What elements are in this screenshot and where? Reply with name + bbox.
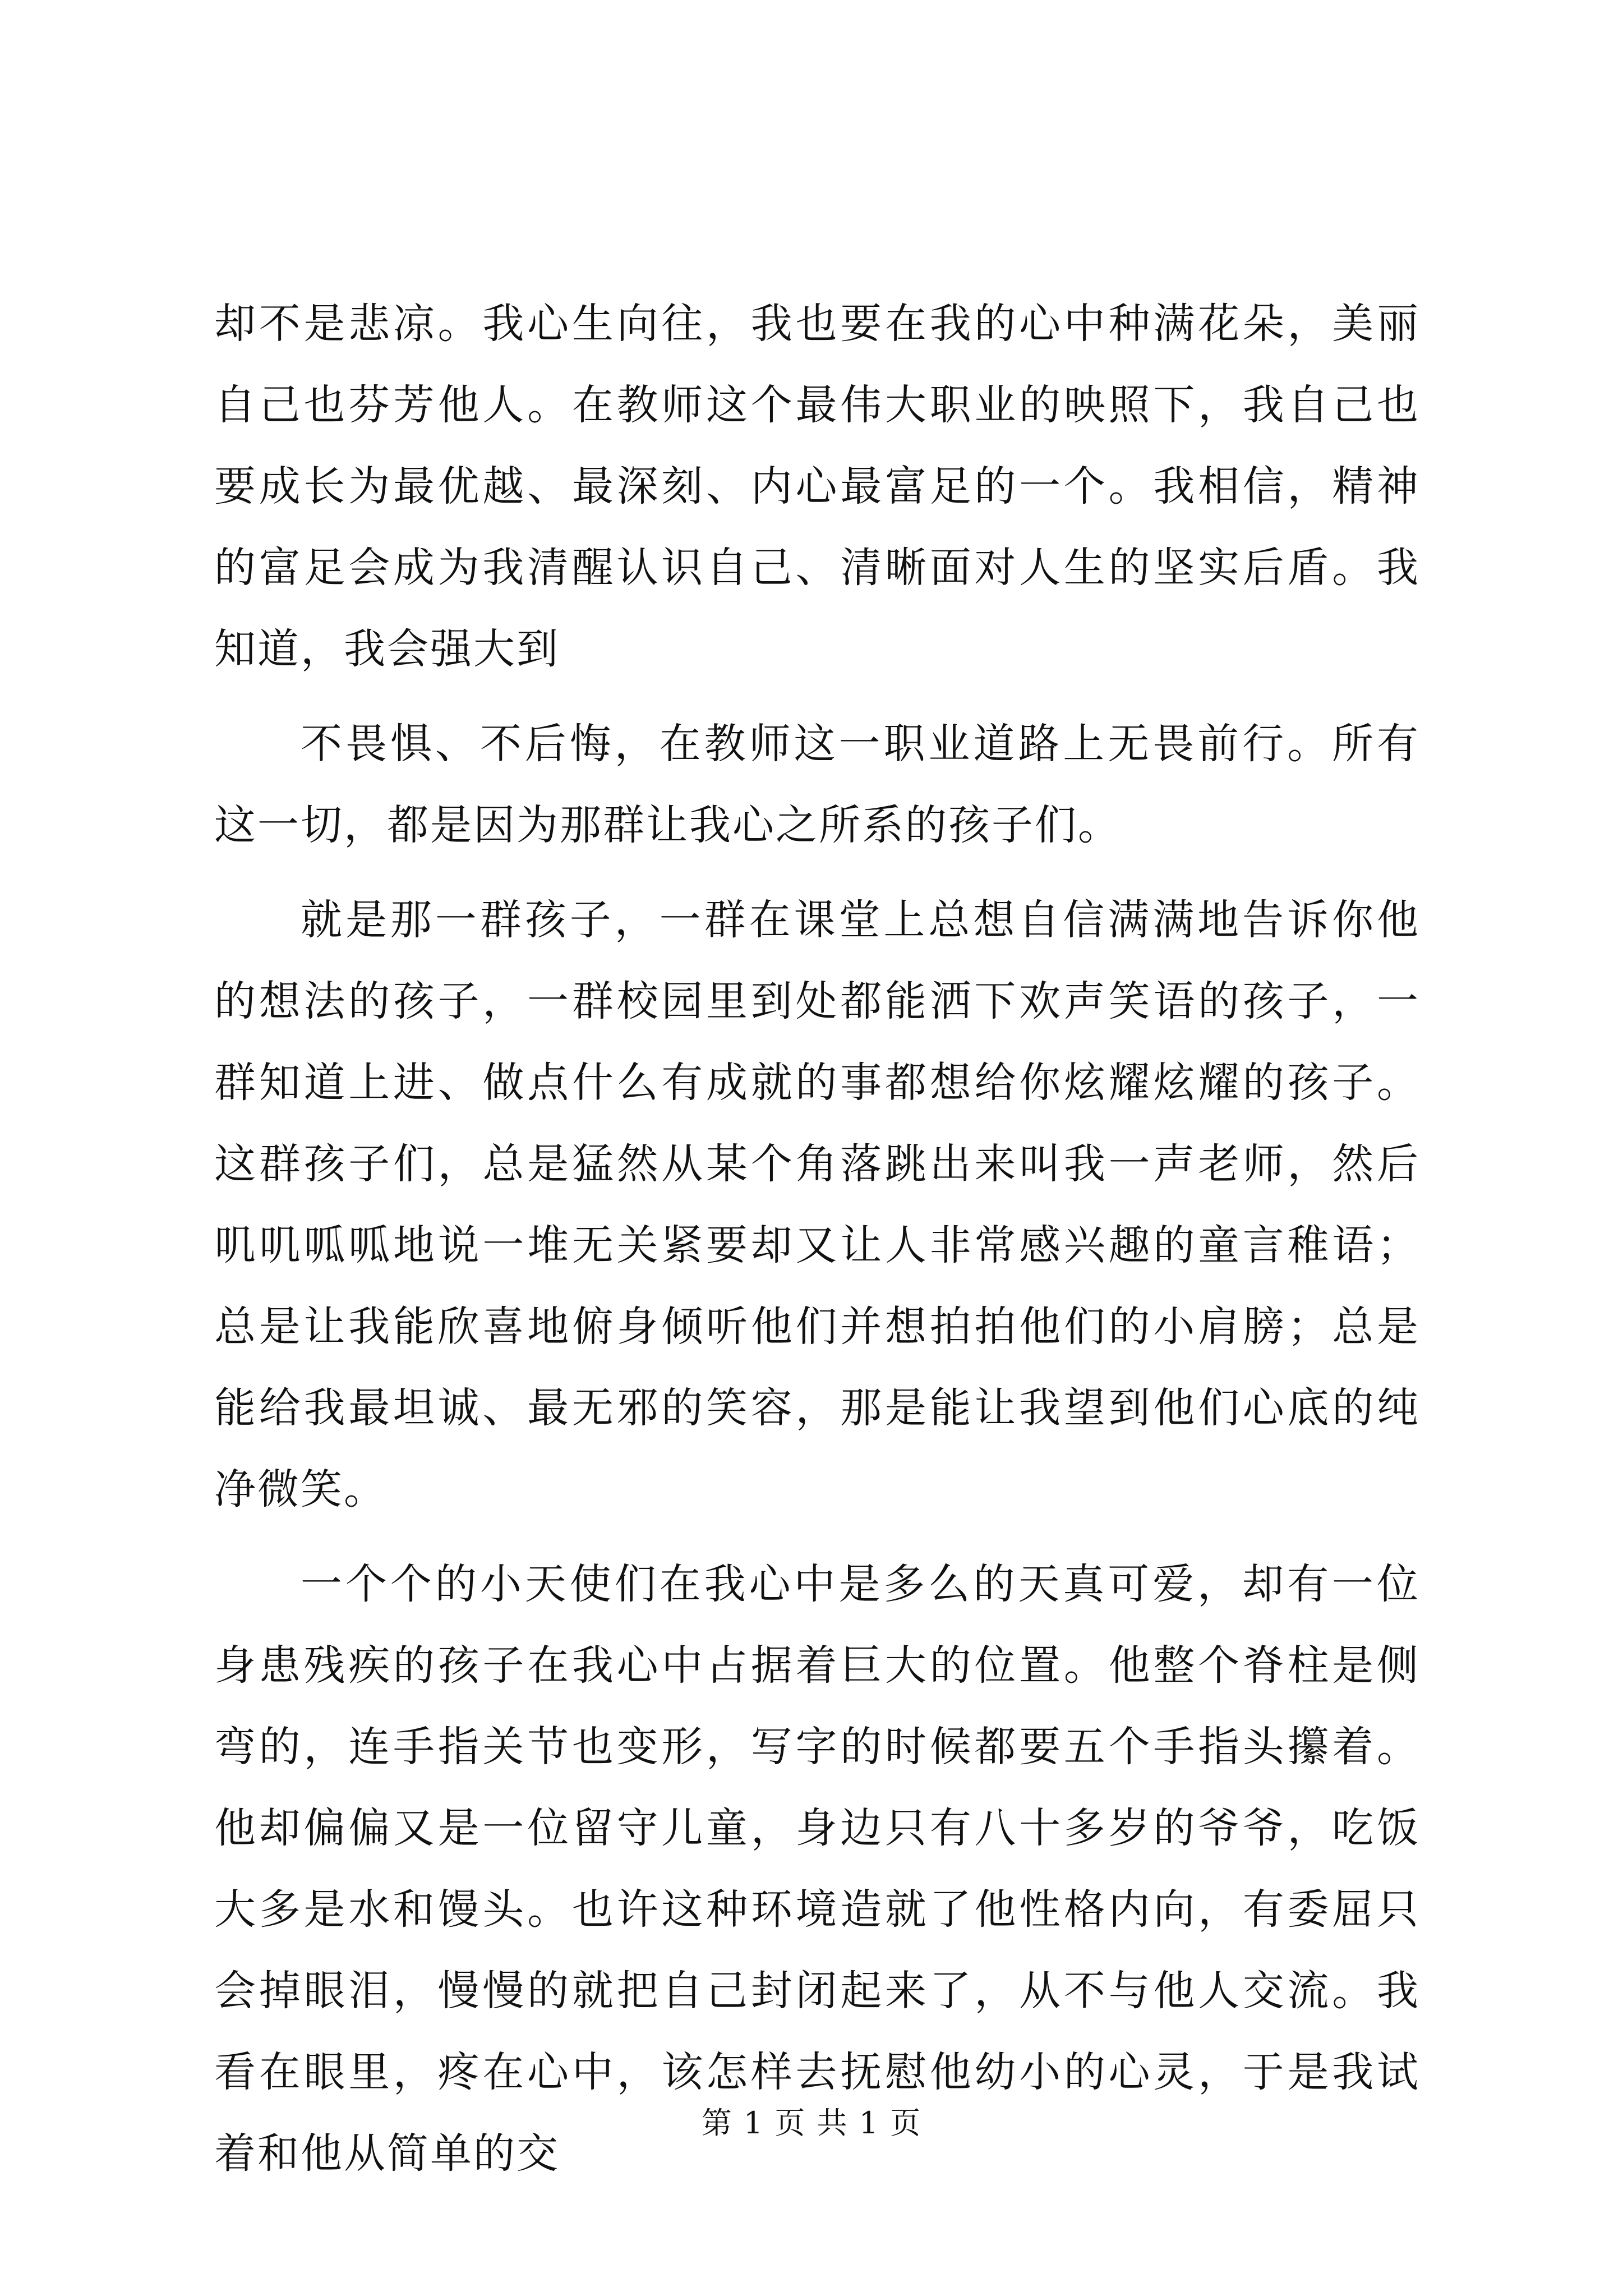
paragraph-3: 就是那一群孩子，一群在课堂上总想自信满满地告诉你他的想法的孩子，一群校园里到处都能洒下欢声笑语的孩子，一群知道上进、做点什么有成就的事都想给你炫耀炫耀的孩子。这群孩子们，总是猛然从某个角落跳出来叫我一声老师，然后叽叽呱呱地说一堆无关紧要却又让人非常感兴趣的童言稚语；总是让我能欣喜地俯身倾听他们并想拍拍他们的小肩膀；总是能给我最坦诚、最无邪的笑容，那是能让我望到他们心底的纯净微笑。 (214, 896, 1420, 1513)
paragraph-1: 却不是悲凉。我心生向往，我也要在我的心中种满花朵，美丽自己也芬芳他人。在教师这个最伟大职业的映照下，我自己也要成长为最优越、最深刻、内心最富足的一个。我相信，精神的富足会成为我清醒认识自己、清晰面对人生的坚实后盾。我知道，我会强大到 (214, 300, 1420, 673)
body-text (214, 283, 1420, 2194)
page-footer: 第 1 页 共 1 页 (701, 2105, 922, 2141)
paragraph-4: 一个个的小天使们在我心中是多么的天真可爱，却有一位身患残疾的孩子在我心中占据着巨大的位置。他整个脊柱是侧弯的，连手指关节也变形，写字的时候都要五个手指头攥着。他却偏偏又是一位留守儿童，身边只有八十多岁的爷爷，吃饭大多是水和馒头。也许这种环境造就了他性格内向，有委屈只会掉眼泪，慢慢的就把自己封闭起来了，从不与他人交流。我看在眼里，疼在心中，该怎样去抚慰他幼小的心灵，于是我试着和他从简单的交 (214, 1560, 1420, 2178)
paragraph-2: 不畏惧、不后悔，在教师这一职业道路上无畏前行。所有这一切，都是因为那群让我心之所系的孩子们。 (214, 720, 1420, 849)
